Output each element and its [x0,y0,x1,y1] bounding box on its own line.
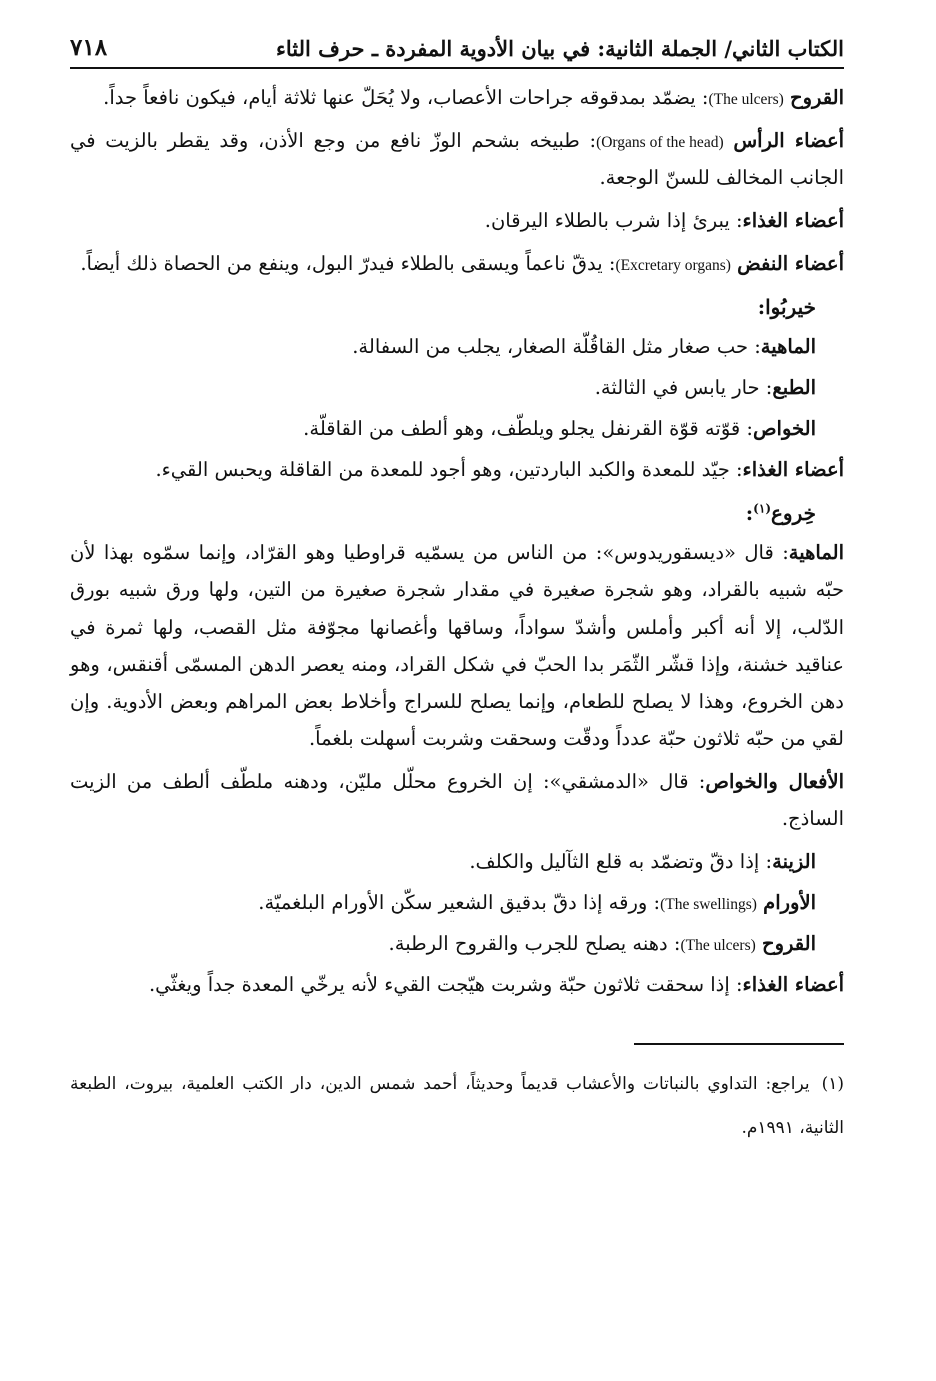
page-body [70,79,844,1150]
term: الماهية [760,335,816,359]
entry-heading-khirbawa: خيربُوا: [757,295,816,320]
footnote-text: يراجع: التداوي بالنباتات والأعشاب قديماً وحديثاً، أحمد شمس الدين، دار الكتب العلمية، بيروت، الطبعة الثانية، ١٩٩١م. [70,1073,844,1139]
kharwa-swellings [70,884,844,921]
paragraph-text: : قال «الدمشقي»: إن الخروع محلّل مليّن، ودهنه ملطّف ألطف من الزيت الساذج. [70,769,844,830]
khirbawa-nature [70,369,844,406]
kharwa-digestive [70,966,844,1003]
kharwa-mahiya [70,534,844,756]
english-gloss: (The ulcers) [708,91,784,108]
paragraph-text: : دهنه يصلح للجرب والقروح الرطبة. [388,931,681,955]
paragraph-text: : إذا سحقت ثلاثون حبّة وشربت هيّجت القيء لأنه يرخّي المعدة جداً ويغثّي. [148,972,743,996]
term: القروح [762,931,816,955]
paragraph-text: : يبرئ إذا شرب بالطلاء اليرقان. [484,209,743,233]
term: الطبع [772,376,816,400]
running-title: الكتاب الثاني/ الجملة الثانية: في بيان الأدوية المفردة ـ حرف الثاء [276,36,844,61]
paragraph-text: : طبيخه بشحم الوزّ نافع من وجع الأذن، وقد يقطر بالزيت في الجانب المخالف للسنّ الوجعة. [70,129,844,190]
paragraph-text: : إذا دقّ وتضمّد به قلع الثآليل والكلف. [469,849,773,873]
heading-colon: : [745,501,754,526]
term: أعضاء النفض [737,252,844,276]
term: أعضاء الغذاء [742,972,844,996]
khirbawa-mahiya [70,328,844,365]
footnote-divider [634,1043,844,1045]
english-gloss: (Organs of the head) [596,134,724,152]
paragraph-excretory-organs [70,245,844,282]
paragraph-text: : قال «ديسقوريدوس»: من الناس من يسمّيه قراوطيا وهو القرّاد، وإنما سمّوه بهذا لأن حبّه شبيه بالقراد، وهو شجرة صغيرة في مقدار شجرة صغيرة من التين، ولها ورق شبيه بورق الدّلب، إلا أنه أكبر وأملس وأشدّ سواداً، وساقها وأغصانها مجوّفة مثل القصب، ولها ثمرة في عناقيد خشنة، وإذا قشّر الثّمَر بدا الحبّ في شكل القراد، ومنه يعصر الدهن المسمّى أقنقس، وهو دهن الخروع، وهذا لا يصلح للطعام، وإنما يصلح للسراج وأخلاط بعض المراهم وبعض الأدوية. وإن لقي من حبّه ثلاثون حبّة عدداً ودقّت وسحقت وشربت أسهلت بلغماً. [70,541,844,750]
term: الأورام [763,890,816,914]
paragraph-digestive-organs [70,202,844,239]
term: الأفعال والخواص [705,769,844,793]
term: أعضاء الرأس [733,129,845,153]
kharwa-cosmetic [70,843,844,880]
english-gloss: (Excretary organs) [615,257,731,275]
paragraph-text: : حار يابس في الثالثة. [594,376,773,400]
paragraph-ulcers [70,79,844,116]
paragraph-text: : ورقه إذا دقّ بدقيق الشعير سكّن الأورام البلغميّة. [258,890,661,914]
english-gloss: (The ulcers) [680,936,756,954]
term: أعضاء الغذاء [742,209,844,233]
kharwa-ulcers [70,925,844,962]
term: الزينة [772,849,816,873]
entry-heading-kharwa [70,494,844,532]
footnote-number: (١) [821,1073,844,1094]
paragraph-text: : يضمّد بمدقوقه جراحات الأعصاب، ولا يُحَلّ عنها ثلاثة أيام، فيكون نافعاً جداً. [103,86,709,109]
entry-title: خِروع [771,501,816,526]
footnote [70,1062,844,1150]
term: الخواص [752,417,816,441]
paragraph-text: : قوّته قوّة القرنفل يجلو ويلطّف، وهو ألطف من القاقلّة. [303,417,753,441]
paragraph-text: : جيّد للمعدة والكبد الباردتين، وهو أجود للمعدة من القاقلة ويحبس القيء. [155,458,743,482]
footnote-marker: (١) [753,501,771,516]
khirbawa-properties [70,410,844,447]
paragraph-text: : يدقّ ناعماً ويسقى بالطلاء فيدرّ البول، وينفع من الحصاة ذلك أيضاً. [80,252,616,276]
page-number: ٧١٨ [70,34,108,61]
page-header [70,34,844,69]
term: الماهية [788,541,844,565]
term: القروح [790,86,844,109]
english-gloss: (The swellings) [660,895,757,913]
kharwa-actions [70,763,844,837]
paragraph-organs-head [70,122,844,196]
term: أعضاء الغذاء [742,458,844,482]
paragraph-text: : حب صغار مثل القاقُلّة الصغار، يجلب من السفالة. [352,335,761,359]
khirbawa-digestive [70,451,844,488]
